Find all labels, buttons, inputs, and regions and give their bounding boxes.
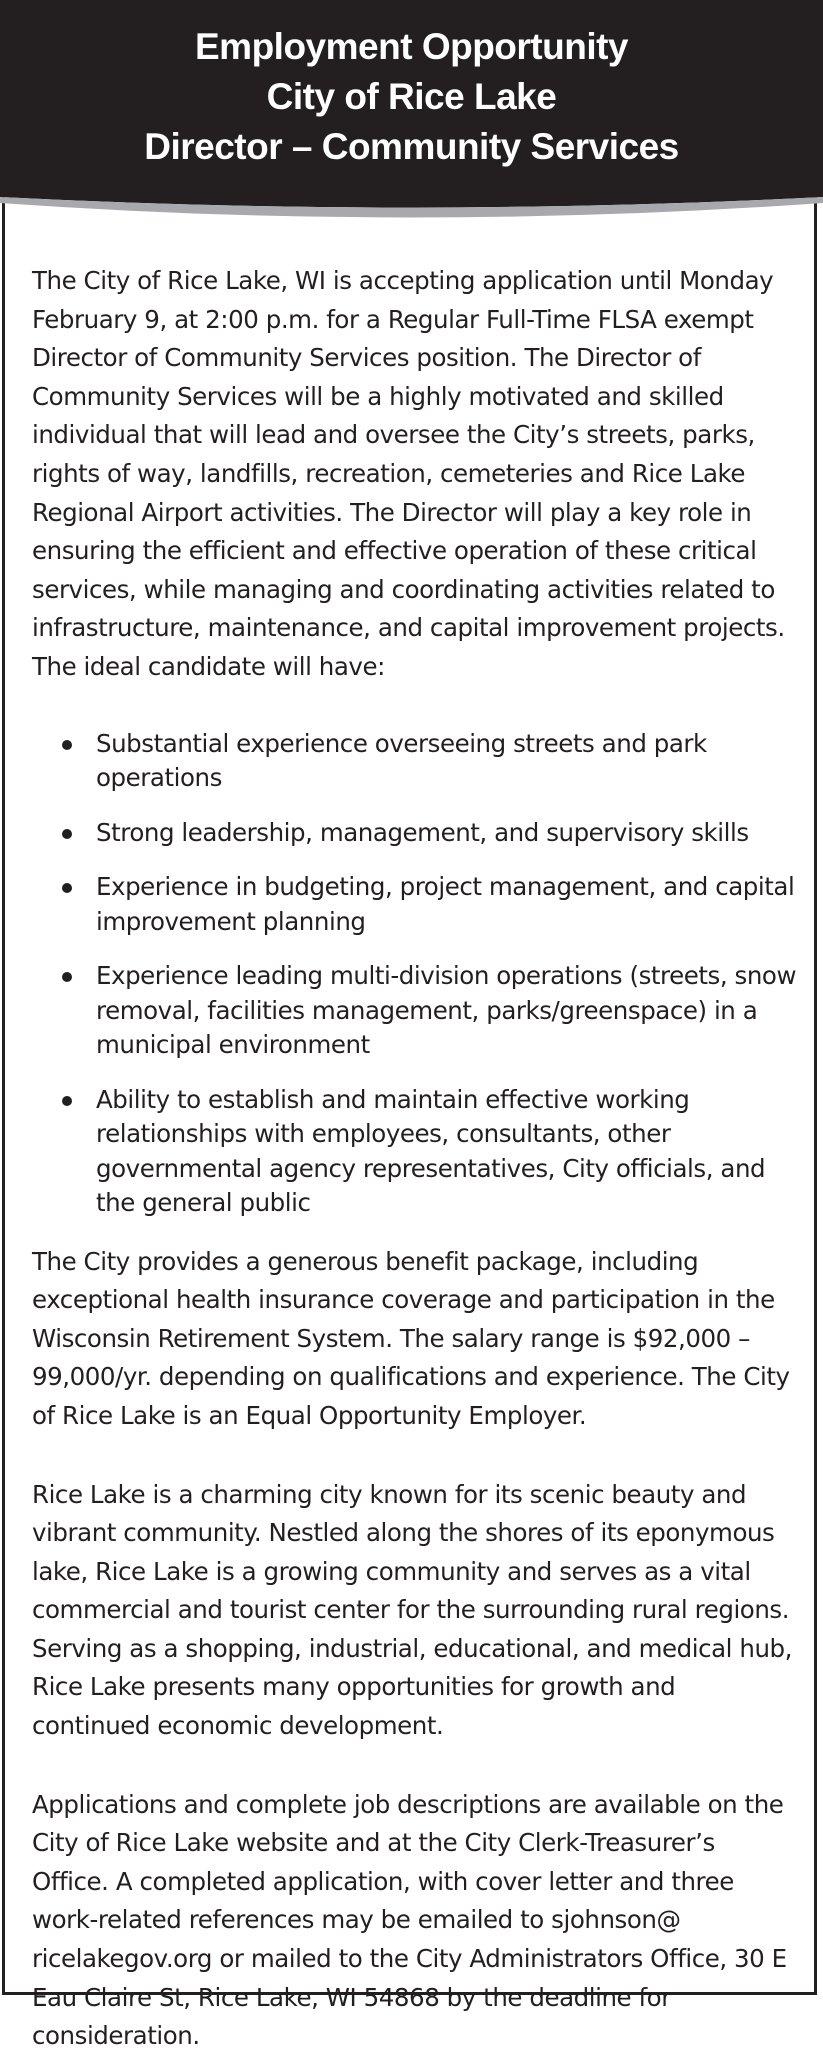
intro-paragraph: The City of Rice Lake, WI is accepting application until Monday February 9, at 2:00 p.m. for a Regular Full-Time FLSA exempt Director of Community Services position. The Director of Community Services will be a highly motivated and skilled individual that will lead and oversee the City’s streets, parks, rights of way, landfills, recreation, cemeteries and Rice Lake Regional Airport activities. The Director will play a key role in ensuring the efficient and effective operation of these critical services, while managing and coordinating activities related to infrastructure, maintenance, and capital improvement projects. The ideal candidate will have: bbox=[32, 266, 785, 681]
qualification-item bbox=[32, 727, 798, 796]
community-paragraph: Rice Lake is a charming city known for its scenic beauty and vibrant community. Nestled along the shores of its eponymous lake, Rice Lake is a growing community and serves as a vital commercial and tourist center for the surrounding rural regions. Serving as a shopping, industrial, educational, and medical hub, Rice Lake presents many opportunities for growth and continued economic development. bbox=[32, 1479, 792, 1741]
bullet-icon bbox=[62, 829, 72, 839]
qualifications-list bbox=[32, 727, 798, 1221]
bullet-icon bbox=[62, 883, 72, 893]
qualification-item bbox=[32, 959, 798, 1063]
qualification-item bbox=[32, 1083, 798, 1221]
header-line-employment-opportunity: Employment Opportunity bbox=[195, 26, 628, 67]
applications-paragraph: Applications and complete job descriptions are available on the City of Rice Lake website and at the City Clerk-Treasurer’s Office. A completed application, with cover letter and three work-related references may be emailed to sjohnson@ ricelakegov.org or mailed to the City Administrators Office, 30 E Eau Claire St, Rice Lake, WI 54868 by the deadline for consideration. bbox=[32, 1789, 787, 2051]
qualification-item bbox=[32, 816, 798, 851]
bullet-icon bbox=[62, 1096, 72, 1106]
qualification-text: Ability to establish and maintain effective working relationships with employees, consultants, other governmental agency representatives, City officials, and the general public bbox=[96, 1084, 766, 1218]
header-line-position-title: Director – Community Services bbox=[144, 126, 679, 167]
header-titles bbox=[0, 22, 823, 172]
bullet-icon bbox=[62, 740, 72, 750]
bullet-icon bbox=[62, 972, 72, 982]
benefits-paragraph: The City provides a generous benefit package, including exceptional health insurance coverage and participation in the Wisconsin Retirement System. The salary range is $92,000 – 99,000/yr. depending on qualifications and experience. The City of Rice Lake is an Equal Opportunity Employer. bbox=[32, 1246, 790, 1430]
qualification-text: Substantial experience overseeing streets and park operations bbox=[96, 728, 707, 793]
qualification-text: Strong leadership, management, and supervisory skills bbox=[96, 817, 749, 847]
header-line-city: City of Rice Lake bbox=[266, 76, 557, 117]
qualification-item bbox=[32, 870, 798, 939]
qualification-text: Experience in budgeting, project management, and capital improvement planning bbox=[96, 872, 795, 936]
ad-body bbox=[32, 262, 798, 2056]
qualification-text: Experience leading multi-division operations (streets, snow removal, facilities management, parks/greenspace) in a municipal environment bbox=[96, 961, 797, 1060]
header-banner bbox=[0, 0, 823, 232]
